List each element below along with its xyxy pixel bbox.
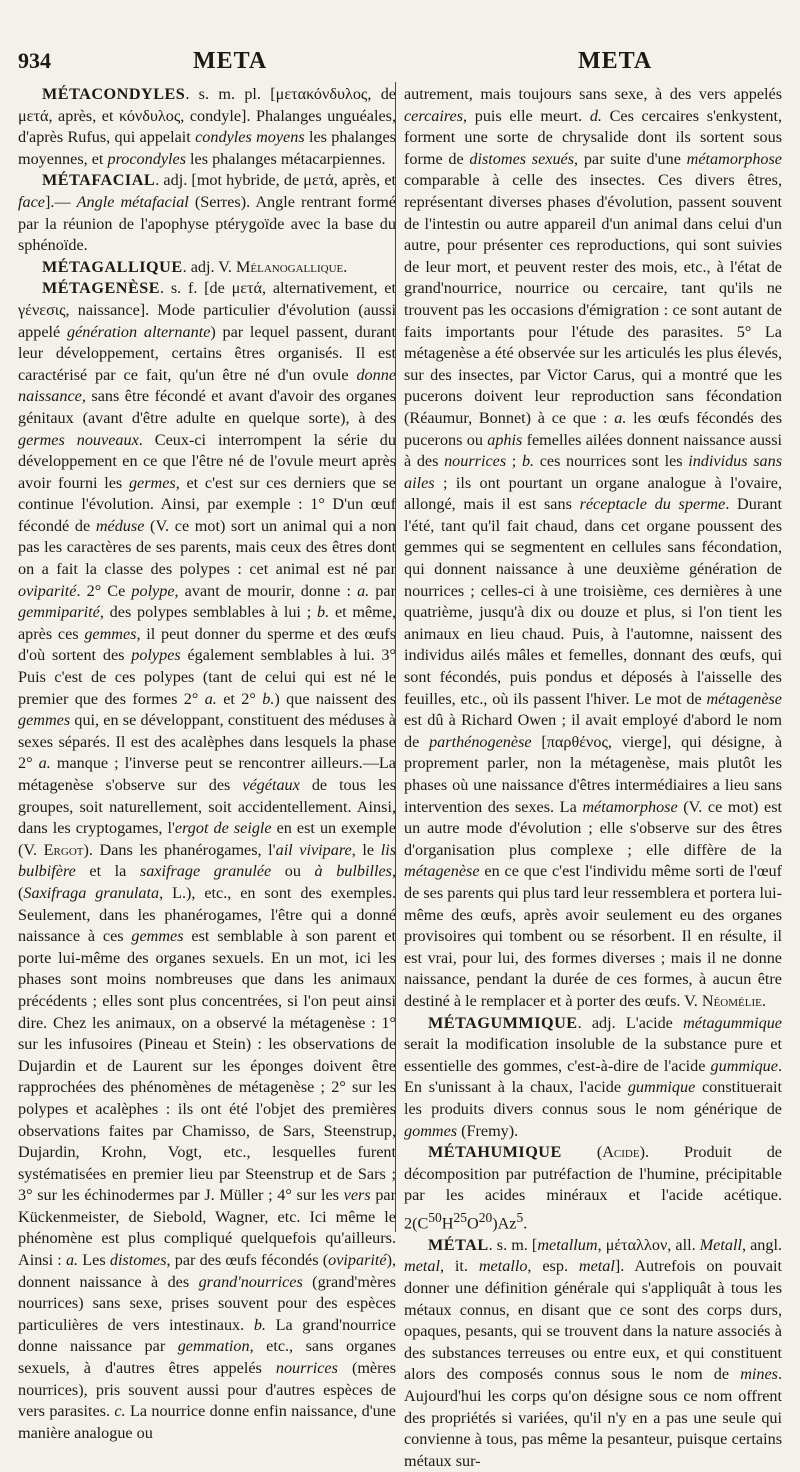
left-column xyxy=(18,84,396,1444)
dictionary-entry: MÉTAHUMIQUE (Acide). Produit de décomposition par putréfaction de l'humine, précipitable par les acides minéraux et l'acide acétique. $2(C^{50}H^{25}O^{20})Az^5$. xyxy=(404,1143,782,1233)
page-number: 934 xyxy=(18,48,51,73)
dictionary-entry: MÉTAGENÈSE. s. f. [de μετά, alternativement, et γένεσις, naissance]. Mode particulier d'évolution (aussi appelé génération alternante) par lequel passent, durant leur développement, certains êtres organisés. Il est caractérisé par ce fait, qu'un être né d'un ovule donne naissance, sans être fécondé et avant d'avoir des organes génitaux (avant d'être adulte en quelque sorte), à des germes nouveaux. Ceux-ci interrompent la série du développement en ce que l'être né de l'ovule meurt après avoir fourni les germes, et c'est sur ces derniers que se continue l'évolution. Ainsi, par exemple : 1° D'un œuf fécondé de méduse (V. ce mot) sort un animal qui a non pas les caractères de ses parents, mais ceux des êtres dont on a fait la classe des polypes : cet animal est né par oviparité. 2° Ce polype, avant de mourir, donne : a. par gemmiparité, des polypes semblables à lui ; b. et même, après ces gemmes, il peut donner du sperme et des œufs d'où sortent des polypes également semblables à lui. 3° Puis c'est de ces polypes (tant de celui qui est né le premier que des formes 2° a. et 2° b.) que naissent des gemmes qui, en se développant, constituent des méduses à sexes séparés. Il est des acalèphes dans lesquels la phase 2° a. manque ; l'inverse peut se rencontrer ailleurs.—La métagenèse s'observe sur des végétaux de tous les groupes, soit naturellement, soit accidentellement. Ainsi, dans les cryptogames, l'ergot de seigle en est un exemple (V. Ergot). Dans les phanérogames, l'ail vivipare, le lis bulbifère et la saxifrage granulée ou à bulbilles, (Saxifraga granulata, L.), etc., en sont des exemples. Seulement, dans les phanérogames, l'être qui a donné naissance à ces gemmes est semblable à son parent et porte lui-même des organes sexuels. En un mot, ici les phases sont moins nombreuses que dans les animaux précédents ; elles sont plus concentrées, si l'on peut ainsi dire. Chez les animaux, on a observé la métagenèse : 1° sur les infusoires (Pineau et Stein) : les observations de Dujardin et de Laurent sur les éponges doivent être rapprochées des phénomènes de métagenèse ; 2° sur les polypes et acalèphes : ils ont été l'objet des premières observations faites par Chamisso, de Sars, Steenstrup, Dujardin, Krohn, Vogt, etc., lesquelles furent systématisées en premier lieu par Steenstrup et de Sars ; 3° sur les échinodermes par J. Müller ; 4° sur les vers par Kückenmeister, de Siebold, Wagner, etc. Ici même le phénomène est plus compliqué quelquefois qu'ailleurs. Ainsi : a. Les distomes, par des œufs fécondés (oviparité), donnent naissance à des grand'nourrices (grand'mères nourrices) sans sexe, prises souvent pour des espèces particulières de vers intestinaux. b. La grand'nourrice donne naissance par gemmation, etc., sans organes sexuels, à d'autres êtres appelés nourrices (mères nourrices), pris souvent aussi pour d'autres espèces de vers parasites. c. La nourrice donne enfin naissance, d'une manière analogue ou xyxy=(18,279,397,1442)
dictionary-entry: MÉTAFACIAL. adj. [mot hybride, de μετά, après, et face].— Angle métafacial (Serres). Angle rentrant formé par la réunion de l'apophyse ptérygoïde avec la base du sphénoïde. xyxy=(18,171,396,255)
dictionary-entry: MÉTAL. s. m. [metallum, μέταλλον, all. Metall, angl. metal, it. metallo, esp. metal]. Autrefois on pouvait donner une définition générale qui s'appliquât à tous les métaux connus, en disant que ce sont des corps durs, opaques, pesants, qui se trouvent dans la nature associés à des substances terreuses ou entre eux, et qui constituent alors des composés connus sous le nom de mines. Aujourd'hui les corps qu'on désigne sous ce nom offrent des propriétés si variées, qu'il n'y en a pas une seule qui convienne à tous, pas même la pesanteur, puisque certains métaux sur- xyxy=(404,1235,783,1470)
page-header xyxy=(18,48,790,78)
right-column xyxy=(404,84,782,1472)
running-headword-right: META xyxy=(578,48,653,74)
running-headword-left: META xyxy=(193,48,268,74)
dictionary-entry: MÉTACONDYLES. s. m. pl. [μετακόνδυλος, de μετά, après, et κόνδυλος, condyle]. Phalanges unguéales, d'après Rufus, qui appelait condyles moyens les phalanges moyennes, et procondyles les phalanges métacarpiennes. xyxy=(18,85,396,168)
dictionary-entry: MÉTAGUMMIQUE. adj. L'acide métagummique serait la modification insoluble de la substance pure et essentielle des gommes, c'est-à-dire de l'acide gummique. En s'unissant à la chaux, l'acide gummique constituerait les produits divers connus sous le nom générique de gommes (Fremy). xyxy=(404,1013,782,1140)
dictionary-entry: autrement, mais toujours sans sexe, à des vers appelés cercaires, puis elle meurt. d. Ces cercaires s'enkystent, forment une sorte de chrysalide dont ils sortent sous forme de distomes sexués, par suite d'une métamorphose comparable à celle des insectes. Ces divers êtres, représentant diverses phases d'évolution, passent souvent de l'intestin ou autre appareil d'un animal dans celui d'un autre, pour présenter ces reproductions, qui sont suivies de leur mort, et peuvent rester des mois, etc., à l'état de grand'nourrice, nourrice ou cercaire, tant qu'ils ne trouvent pas les occasions d'émigration : ce sont autant de faits importants pour l'étude des parasites. 5° La métagenèse a été observée sur les articulés les plus élevés, sur des insectes, par Victor Carus, qui a montré que les pucerons doivent leur reproduction sans fécondation (Réaumur, Bonnet) à ce que : a. les œufs fécondés des pucerons ou aphis femelles ailées donnent naissance aussi à des nourrices ; b. ces nourrices sont les individus sans ailes ; ils ont pourtant un organe analogue à l'ovaire, allongé, mais il est sans réceptacle du sperme. Durant l'été, tant qu'il fait chaud, dans cet organe poussent des gemmes qui se segmentent en cellules sans fécondation, qui donnent naissance à une deuxième génération de nourrices ; celles-ci à une troisième, ces dernières à une quatrième, jusqu'à dix ou douze et plus, si l'on tient les animaux en lieu chaud. Puis, à l'automne, naissent des individus ailés mâles et femelles, donnant des œufs, qui sont fécondés, puis pondus et déposés à l'aisselle des feuilles, etc., où ils passent l'hiver. Le mot de métagenèse est dû à Richard Owen ; il avait employé d'abord le nom de parthénogenèse [παρθένος, vierge], qui désigne, à proprement parler, non la métagenèse, mais plutôt les phases où une naissance d'êtres intermédiaires a lieu sans intervention des sexes. La métamorphose (V. ce mot) est un autre mode d'évolution ; elle s'observe sur des êtres d'organisation plus complexe ; elle diffère de la métagenèse en ce que c'est l'individu même sorti de l'œuf de ses parents qui plus tard leur ressemblera et portera lui-même des œufs, après avoir seulement eu des organes provisoires qui tombent ou se résorbent. Il en résulte, il est vrai, pour lui, des formes diverses ; mais il ne donne naissance, pendant la durée de ces formes, à aucun être destiné à le remplacer et à porter des œufs. V. Néomélie. xyxy=(404,85,783,1010)
dictionary-entry: MÉTAGALLIQUE. adj. V. Mélanogallique. xyxy=(42,257,348,276)
